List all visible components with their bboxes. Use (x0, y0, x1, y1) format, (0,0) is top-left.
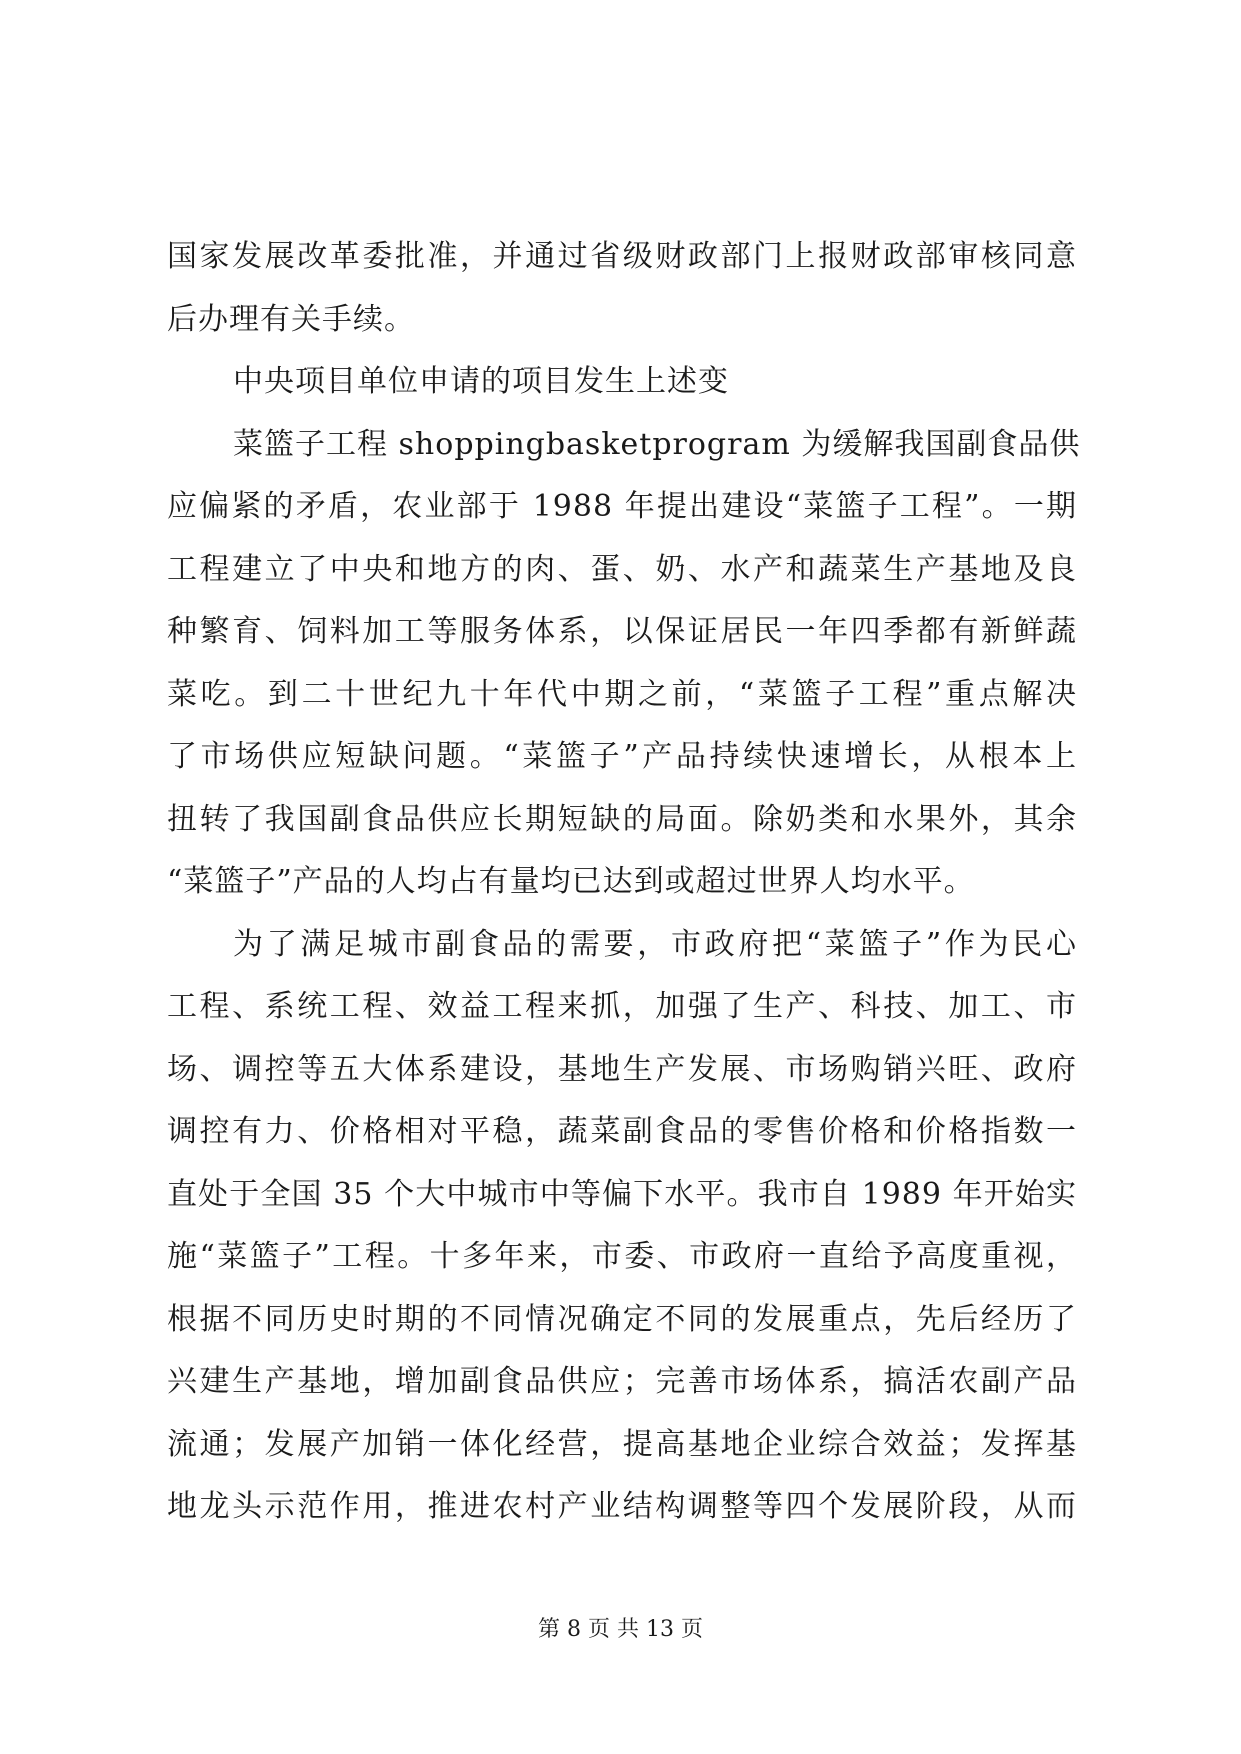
text-line: “菜篮子”产品的人均占有量均已达到或超过世界人均水平。 (167, 864, 975, 899)
text-line: 后办理有关手续。 (167, 301, 415, 337)
text-line: 国家发展改革委批准，并通过省级财政部门上报财政部审核同意 (167, 239, 1077, 274)
paragraph-first-line: 中央项目单位申请的项目发生上述变 (233, 364, 729, 399)
text-line: 种繁育、饲料加工等服务体系，以保证居民一年四季都有新鲜蔬 (167, 614, 1077, 649)
paragraph-first-line: 为了满足城市副食品的需要，市政府把“菜篮子”作为民心 (233, 926, 1077, 962)
text-line: 工程建立了中央和地方的肉、蛋、奶、水产和蔬菜生产基地及良 (167, 551, 1077, 587)
page-number-footer: 第 8 页 共 13 页 (538, 1617, 703, 1642)
paragraph-first-line: 菜篮子工程 shoppingbasketprogram 为缓解我国副食品供 (233, 426, 1081, 462)
text-line: 应偏紧的矛盾，农业部于 1988 年提出建设“菜篮子工程”。一期 (167, 489, 1077, 524)
text-line: 兴建生产基地，增加副食品供应；完善市场体系，搞活农副产品 (167, 1364, 1077, 1399)
text-line: 直处于全国 35 个大中城市中等偏下水平。我市自 1989 年开始实 (167, 1176, 1077, 1212)
text-line: 调控有力、价格相对平稳，蔬菜副食品的零售价格和价格指数一 (167, 1114, 1077, 1149)
text-line: 了市场供应短缺问题。“菜篮子”产品持续快速增长，从根本上 (167, 739, 1077, 774)
text-line: 菜吃。到二十世纪九十年代中期之前，“菜篮子工程”重点解决 (167, 676, 1077, 712)
text-line: 扭转了我国副食品供应长期短缺的局面。除奶类和水果外，其余 (167, 801, 1077, 837)
text-line: 场、调控等五大体系建设，基地生产发展、市场购销兴旺、政府 (167, 1051, 1077, 1087)
document-body (167, 226, 1081, 1539)
text-line: 地龙头示范作用，推进农村产业结构调整等四个发展阶段，从而 (167, 1489, 1077, 1524)
text-line: 根据不同历史时期的不同情况确定不同的发展重点，先后经历了 (167, 1301, 1077, 1337)
text-line: 施“菜篮子”工程。十多年来，市委、市政府一直给予高度重视， (167, 1239, 1077, 1274)
text-line: 工程、系统工程、效益工程来抓，加强了生产、科技、加工、市 (167, 989, 1077, 1024)
text-line: 流通；发展产加销一体化经营，提高基地企业综合效益；发挥基 (167, 1426, 1077, 1462)
